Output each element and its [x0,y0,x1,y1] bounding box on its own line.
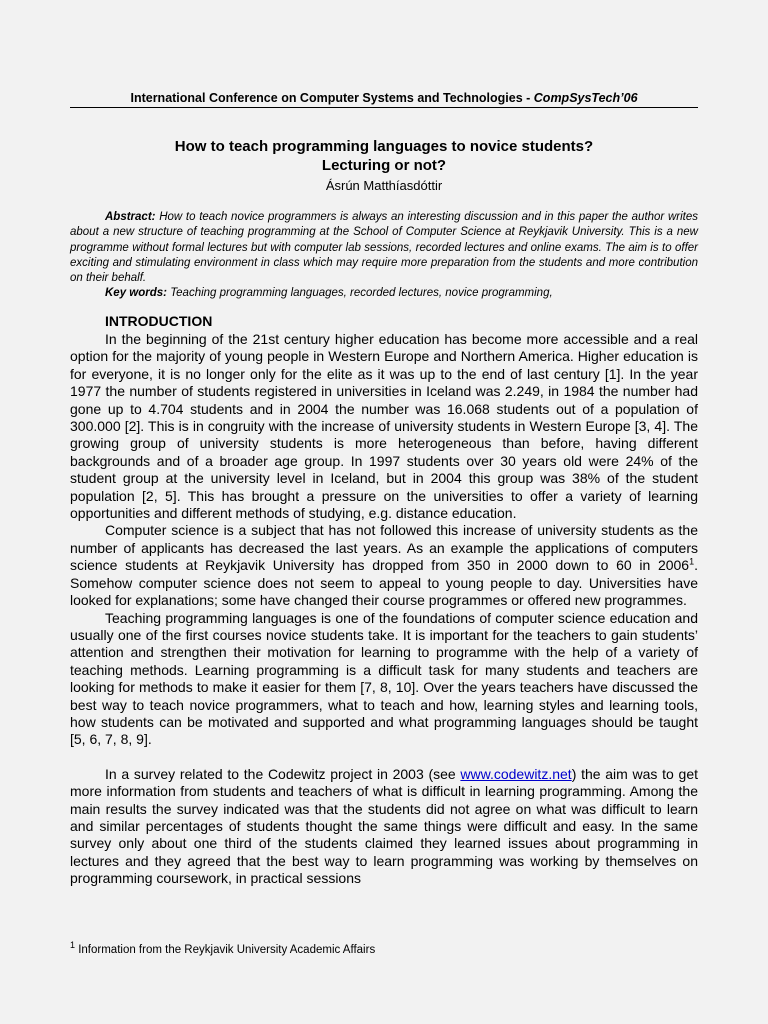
keywords-label: Key words: [105,287,167,300]
footnote-mark: 1 [70,940,76,951]
footnote [70,940,698,956]
keywords-text: Teaching programming languages, recorded lectures, novice programming, [167,287,553,300]
footnote-text: Information from the Reykjavik University Academic Affairs [75,944,376,956]
title-line-1: How to teach programming languages to novice students? [174,138,594,155]
paragraph-2 [70,522,698,609]
paragraph-4-text-b: ) the aim was to get more information from students and teachers of what is difficult in learning programming. Among the main results the survey indicated was that the students did not agree on what was difficult to learn and similar percentages of students thought the same things were difficult and easy. In the same survey only about one third of the students claimed they learned issues about programming in lectures and they agreed that the best way to learn programming was working by themselves on programming coursework, in practical sessions [70,765,698,887]
codewitz-link[interactable]: www.codewitz.net [460,765,572,782]
paragraph-2-text-a: Computer science is a subject that has not followed this increase of university students as the number of applicants has decreased the last years. As an example the applications of computers science students at Reykjavik University has dropped from 350 in 2000 down to 60 in 2006 [70,522,698,574]
paragraph-1: In the beginning of the 21st century higher education has become more accessible and a real option for the majority of young people in Western Europe and Northern America. Higher education is for everyone, it is no longer only for the elite as it was up to the end of last century [1]. In the year 1977 the number of students registered in universities in Iceland was 2.249, in 1984 the number had gone up to 4.704 students and in 2004 the number was 16.068 students out of a population of 300.000 [2]. This is in congruity with the increase of university students in Western Europe [3, 4]. The growing group of university students is more heterogeneous than before, having different backgrounds and of a broader age group. In 1997 students over 30 years old were 24% of the student group at the university level in Iceland, but in 2004 this group was 38% of the student population [2, 5]. This has brought a pressure on the universities to offer a variety of learning opportunities and different methods of studying, e.g. distance education. [70,331,698,522]
abstract-label: Abstract: [105,211,156,223]
footnote-reference: 1 [689,556,695,567]
abstract-paragraph [70,210,698,286]
abstract-text: How to teach novice programmers is always an interesting discussion and in this paper the author writes about a new structure of teaching programming at the School of Computer Science at Reykjavik University. This is a new programme without formal lectures but with computer lab sessions, recorded lectures and online exams. The aim is to offer exciting and stimulating environment in class which may require more preparation from the students and more contribution on their behalf. [70,211,698,285]
introduction-heading: INTRODUCTION [105,313,213,329]
conference-short-name: CompSysTech’06 [533,91,638,105]
title-line-2: Lecturing or not? [321,157,447,174]
paragraph-4-text-a: In a survey related to the Codewitz project in 2003 (see [105,765,461,782]
keywords-paragraph [70,286,698,301]
running-header [70,91,698,108]
introduction-body [70,331,698,888]
abstract-block [70,210,698,302]
conference-name: International Conference on Computer Systems and Technologies - [130,91,534,105]
paragraph-3: Teaching programming languages is one of the foundations of computer science education and usually one of the first courses novice students take. It is important for the teachers to gain students’ attention and strengthen their motivation for learning to programme with the help of a variety of teaching methods. Learning programming is a difficult task for many students and teachers are looking for methods to make it easier for them [7, 8, 10]. Over the years teachers have discussed the best way to teach novice programmers, what to teach and how, learning styles and learning tools, how students can be motivated and supported and what programming languages should be taught [5, 6, 7, 8, 9]. [70,609,698,748]
author-name: Ásrún Matthíasdóttir [325,178,443,193]
paragraph-4 [70,766,698,888]
paper-title [70,137,698,175]
paragraph-2-text-b: . Somehow computer science does not seem to appeal to young people to day. Universities have looked for explanations; some have changed their course programmes or offered new programmes. [70,557,698,609]
